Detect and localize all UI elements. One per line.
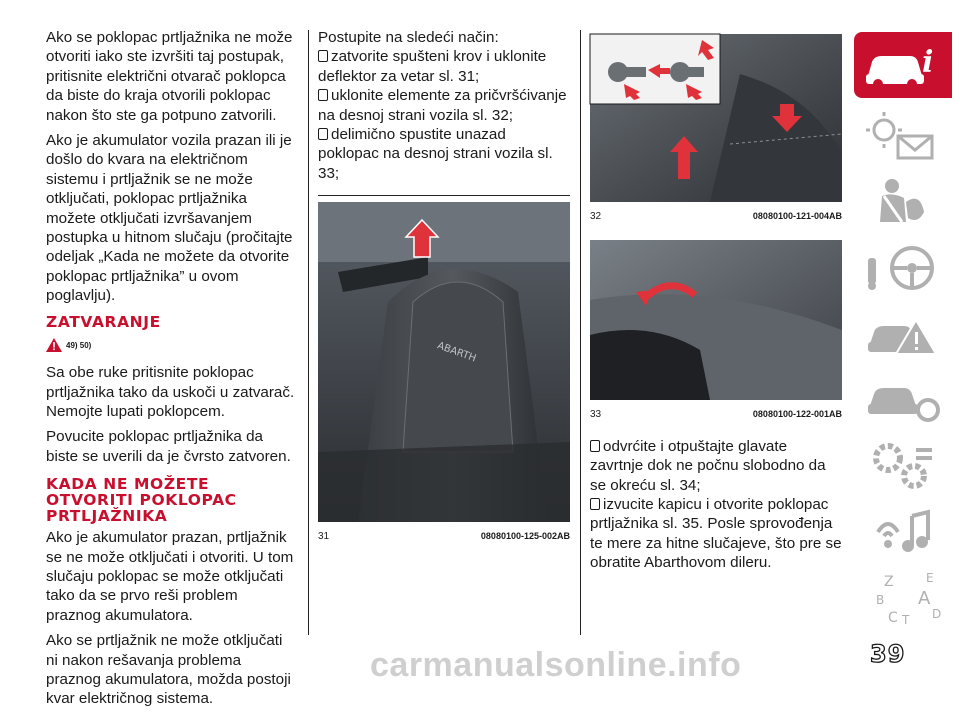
section-heading-closing: ZATVARANJE xyxy=(46,312,161,331)
seat-illustration xyxy=(318,202,570,522)
multimedia-icon xyxy=(854,502,952,562)
steering-icon xyxy=(854,238,952,298)
figure-number: 32 xyxy=(590,211,602,222)
column-divider xyxy=(580,30,581,635)
figure-code: 08080100-125-002AB xyxy=(480,531,570,542)
paragraph: Ako se poklopac prtljažnika ne može otvoriti iako ste izvršiti taj postupak, pritisnite električni otvarač poklopca da biste do kraja otvorili poklopac nakon što ste ga potpuno zatvorili. xyxy=(46,29,293,124)
checkbox-icon xyxy=(318,50,328,62)
index-icon xyxy=(854,568,952,628)
warning-reference xyxy=(46,336,296,355)
step-text: delimično spustite unazad poklopac na desnoj strani vozila sl. 33; xyxy=(318,126,553,182)
steps-intro: Postupite na sledeći način: xyxy=(318,29,499,46)
page-number: 39 xyxy=(870,640,906,668)
paragraph: Ako je akumulator prazan, prtljažnik se ne može otključati i otvoriti. U tom slučaju poklopac se može otključati tako da se prvo reši problem praznog akumulatora. xyxy=(46,529,294,624)
figure-number: 31 xyxy=(318,531,330,543)
chapter-sidebar xyxy=(852,0,960,678)
column-divider xyxy=(308,30,309,635)
seat-logo: ABARTH xyxy=(435,340,478,365)
fastener-illustration xyxy=(590,34,842,202)
figure-number: 33 xyxy=(590,409,602,421)
figure-31 xyxy=(318,195,570,546)
index-letter: D xyxy=(932,607,942,621)
index-letter: E xyxy=(926,571,934,585)
figure-33 xyxy=(590,240,842,424)
step-text: zatvorite spušteni krov i uklonite deflektor za vetar sl. 31; xyxy=(318,48,547,85)
paragraph: Povucite poklopac prtljažnika da biste se uverili da je čvrsto zatvoren. xyxy=(46,428,291,465)
index-letter: T xyxy=(902,613,910,627)
maintenance-icon xyxy=(854,370,952,430)
column-2 xyxy=(318,28,570,547)
step-text: uklonite elemente za pričvršćivanje na desnoj strani vozila sl. 32; xyxy=(318,87,567,124)
step-text: odvrćite i otpuštajte glavate zavrtnje dok ne počnu slobodno da se okreću sl. 34; xyxy=(590,437,826,494)
tab-steering[interactable] xyxy=(854,238,952,298)
index-letter: C xyxy=(888,610,898,626)
tab-car-info[interactable] xyxy=(854,32,952,98)
figure-code: 08080100-122-001AB xyxy=(752,409,842,420)
step-item xyxy=(590,437,842,495)
index-letter: A xyxy=(918,588,931,609)
tab-tech-specs[interactable] xyxy=(854,436,952,496)
step-text: izvucite kapicu i otvorite poklopac prtljažnika sl. 35. Posle sprovođenja te mere za hitne slučajeve, što pre se obratite Abarthovom dileru. xyxy=(590,496,842,572)
tab-safety[interactable] xyxy=(854,172,952,232)
tech-specs-icon xyxy=(854,436,952,496)
step-item xyxy=(318,86,570,125)
paragraph: Ako se prtljažnik ne može otključati ni nakon rešavanja problema praznog akumulatora, možda postoji kvar električnog sistema. xyxy=(46,632,291,708)
tab-emergency[interactable] xyxy=(854,304,952,364)
emergency-icon xyxy=(854,304,952,364)
paragraph: Sa obe ruke pritisnite poklopac prtljažnika tako da uskoči u zatvarač. Nemojte lupati poklopcem. xyxy=(46,364,295,420)
checkbox-icon xyxy=(590,498,600,510)
step-item xyxy=(318,125,570,183)
tab-multimedia[interactable] xyxy=(854,502,952,562)
watermark: carmanualsonline.info xyxy=(370,646,742,684)
figure-caption xyxy=(590,405,842,424)
warning-triangle-icon xyxy=(46,338,62,352)
step-item xyxy=(318,47,570,86)
index-letter: B xyxy=(876,593,885,607)
svg-text:i: i xyxy=(922,45,934,80)
checkbox-icon xyxy=(318,89,328,101)
checkbox-icon xyxy=(318,128,328,140)
tab-maintenance[interactable] xyxy=(854,370,952,430)
index-letter: Z xyxy=(884,574,894,590)
lid-illustration xyxy=(590,240,842,400)
tab-index[interactable] xyxy=(854,568,952,628)
figure-32 xyxy=(590,34,842,226)
figure-caption xyxy=(318,527,570,546)
seat-photo xyxy=(318,202,570,522)
figure-code: 08080100-121-004AB xyxy=(752,211,842,221)
step-item xyxy=(590,495,842,573)
lid-photo xyxy=(590,240,842,400)
section-heading-cannot-open: KADA NE MOŽETE OTVORITI POKLOPAC PRTLJAŽNIKA xyxy=(46,475,237,526)
tab-warning-lights[interactable] xyxy=(854,106,952,166)
safety-icon xyxy=(854,172,952,232)
column-1 xyxy=(46,28,296,715)
figure-caption xyxy=(590,207,842,226)
checkbox-icon xyxy=(590,440,600,452)
fastener-photo xyxy=(590,34,842,202)
car-info-icon xyxy=(854,32,952,98)
column-3 xyxy=(590,34,842,573)
paragraph: Ako je akumulator vozila prazan ili je došlo do kvara na električnom sistemu i prtljažnik se ne može otključati, poklopac prtljažnika možete otključati izvršavanjem postupka u hitnom slučaju (pročitajte odeljak „Kada ne možete da otvorite poklopac prtljažnika” u ovom poglavlju). xyxy=(46,132,293,305)
warning-refs-label[interactable]: 49) 50) xyxy=(66,340,92,350)
warning-lights-icon xyxy=(854,106,952,166)
